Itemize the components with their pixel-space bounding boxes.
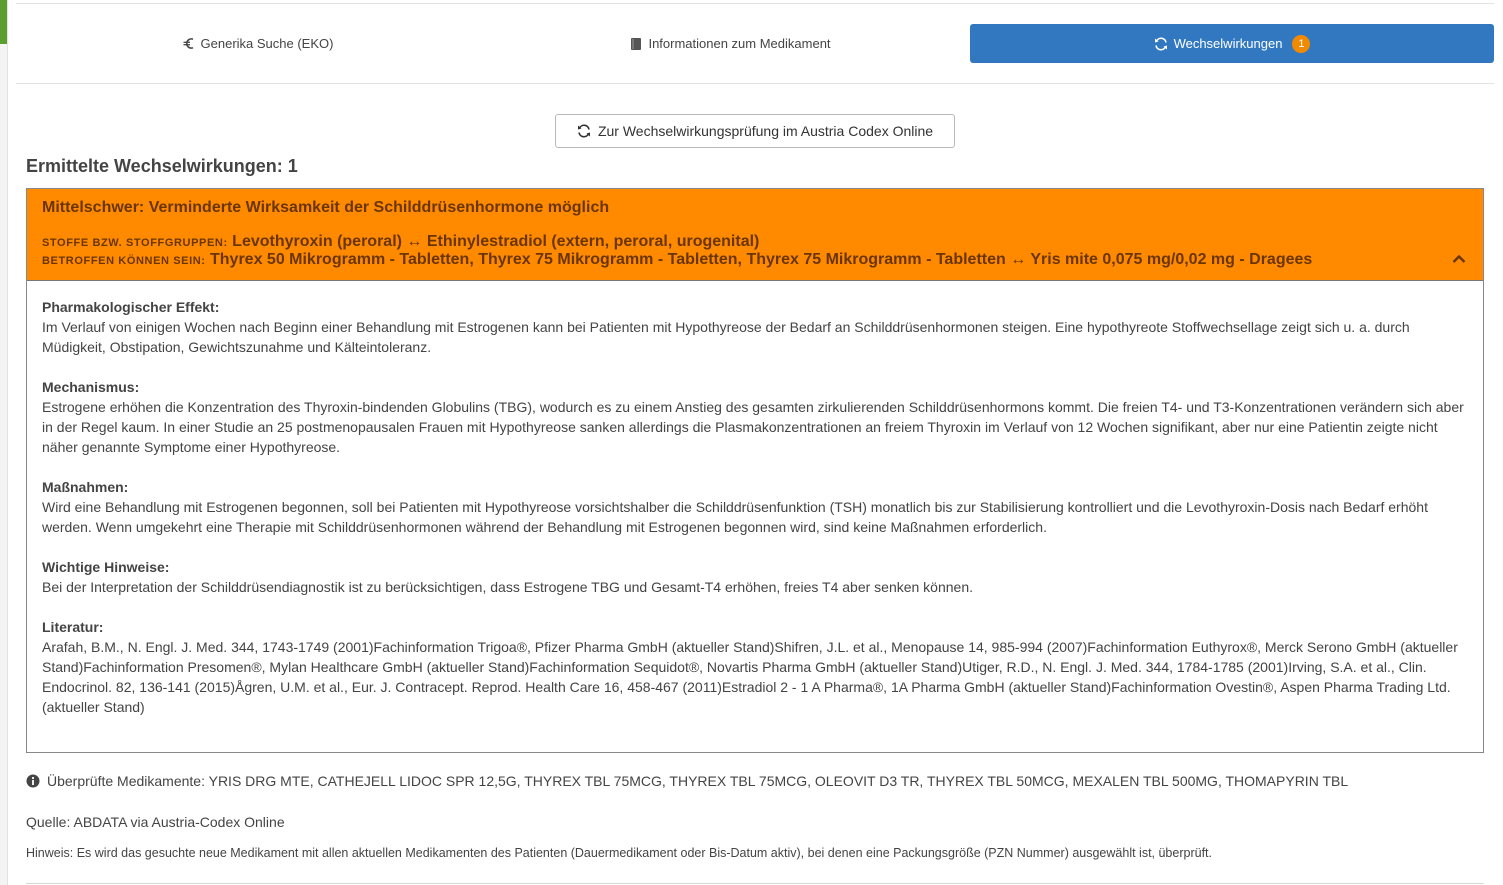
section-mechanism bbox=[42, 377, 1470, 457]
chevron-up-icon[interactable] bbox=[1451, 251, 1467, 267]
info-circle-icon bbox=[26, 774, 40, 788]
interaction-details bbox=[42, 297, 1470, 737]
substances-value: Levothyroxin (peroral) ↔ Ethinylestradiol (extern, peroral, urogenital) bbox=[232, 233, 760, 250]
interaction-panel bbox=[26, 188, 1484, 753]
affected-value: Thyrex 50 Mikrogramm - Tabletten, Thyrex 75 Mikrogramm - Tabletten, Thyrex 75 Mikrogramm - Tabletten ↔ Yris mite 0,075 mg/0,02 mg - Dragees bbox=[210, 251, 1313, 268]
tab-informationen[interactable] bbox=[508, 24, 953, 63]
interactions-heading: Ermittelte Wechselwirkungen: 1 bbox=[26, 156, 298, 176]
section-notes bbox=[42, 557, 1470, 597]
tab-generika-suche[interactable] bbox=[16, 24, 500, 63]
section-heading: Maßnahmen: bbox=[42, 479, 129, 495]
substances-line bbox=[42, 233, 759, 251]
interaction-count-badge: 1 bbox=[1292, 35, 1310, 53]
section-text: Bei der Interpretation der Schilddrüsendiagnostik ist zu berücksichtigen, dass Estrogene TBG und Gesamt-T4 erhöhen, freies T4 aber senken können. bbox=[42, 579, 974, 595]
section-heading: Mechanismus: bbox=[42, 379, 140, 395]
section-heading: Literatur: bbox=[42, 619, 104, 635]
substances-label: STOFFE BZW. STOFFGRUPPEN: bbox=[42, 237, 228, 249]
interaction-title: Mittelschwer: Verminderte Wirksamkeit der Schilddrüsenhormone möglich bbox=[42, 199, 610, 216]
book-icon bbox=[630, 37, 642, 51]
section-heading: Wichtige Hinweise: bbox=[42, 559, 170, 575]
source-note: Quelle: ABDATA via Austria-Codex Online bbox=[26, 814, 285, 830]
section-text: Estrogene erhöhen die Konzentration des Thyroxin-bindenden Globulins (TBG), wodurch es zu einem Anstieg des gesamten zirkulierenden Schilddrüsenhormons kommt. Die freien T4- und T3-Konzentrationen verändern sich aber in der Regel kaum. In einer Studie an 25 postmenopausalen Frauen mit Hypothyreose sanken allerdings die Plasmakonzentrationen an freiem Thyroxin im Verlauf von 12 Wochen signifikant, aber nur eine Patientin zeigte nicht näher genannte Symptome einer Hypothyreose. bbox=[42, 399, 1464, 455]
section-literature bbox=[42, 617, 1470, 717]
checked-medications bbox=[26, 773, 1348, 789]
bottom-divider bbox=[26, 883, 1484, 884]
tab-divider bbox=[16, 83, 1494, 84]
affected-line bbox=[42, 251, 1312, 269]
tab-label: Generika Suche (EKO) bbox=[200, 36, 334, 51]
sidebar-accent bbox=[0, 0, 7, 44]
refresh-icon bbox=[1154, 37, 1168, 51]
hint-note: Hinweis: Es wird das gesuchte neue Medikament mit allen aktuellen Medikamenten des Patienten (Dauermedikament oder Bis-Datum aktiv), bei denen eine Packungsgröße (PZN Nummer) ausgewählt ist, überprüft. bbox=[26, 846, 1212, 860]
tab-wechselwirkungen[interactable] bbox=[970, 24, 1494, 63]
checked-medications-text: Überprüfte Medikamente: YRIS DRG MTE, CATHEJELL LIDOC SPR 12,5G, THYREX TBL 75MCG, THYREX TBL 75MCG, OLEOVIT D3 TR, THYREX TBL 50MCG, MEXALEN TBL 500MG, THOMAPYRIN TBL bbox=[47, 773, 1349, 789]
section-text: Arafah, B.M., N. Engl. J. Med. 344, 1743-1749 (2001)Fachinformation Trigoa®, Pfizer Pharma GmbH (aktueller Stand)Shifren, J.L. et al., Menopause 14, 985-994 (2007)Fachinformation Euthyrox®, Merck Serono GmbH (aktueller Stand)Fachinformation Presomen®, Mylan Healthcare GmbH (aktueller Stand)Fachinformation Sequidot®, Novartis Pharma GmbH (aktueller Stand)Utiger, R.D., N. Engl. J. Med. 344, 1784-1785 (2001)Irving, S.A. et al., Clin. Endocrinol. 82, 136-141 (2015)Ågren, U.M. et al., Eur. J. Contracept. Reprod. Health Care 16, 458-467 (2011)Estradiol 2 - 1 A Pharma®, 1A Pharma GmbH (aktueller Stand)Fachinformation Ovestin®, Aspen Pharma Trading Ltd. (aktueller Stand) bbox=[42, 639, 1458, 715]
button-label: Zur Wechselwirkungsprüfung im Austria Codex Online bbox=[597, 123, 934, 139]
austria-codex-button[interactable] bbox=[555, 114, 955, 148]
section-text: Wird eine Behandlung mit Estrogenen begonnen, soll bei Patienten mit Hypothyreose vorsichtshalber die Schilddrüsenfunktion (TSH) monatlich bis zur Stabilisierung kontrolliert und die Levothyroxin-Dosis nach Bedarf erhöht werden. Wenn umgekehrt eine Therapie mit Schilddrüsenhormonen während der Behandlung mit Estrogenen begonnen wird, sind keine Maßnahmen erforderlich. bbox=[42, 499, 1428, 535]
tab-label: Wechselwirkungen bbox=[1173, 36, 1283, 51]
section-effect bbox=[42, 297, 1470, 357]
interaction-panel-header[interactable] bbox=[27, 189, 1483, 281]
affected-label: BETROFFEN KÖNNEN SEIN: bbox=[42, 255, 206, 267]
euro-icon bbox=[183, 37, 195, 50]
refresh-icon bbox=[577, 124, 591, 138]
left-sidebar-strip bbox=[0, 0, 8, 885]
section-text: Im Verlauf von einigen Wochen nach Beginn einer Behandlung mit Estrogenen kann bei Patienten mit Hypothyreose der Bedarf an Schilddrüsenhormonen steigen. Eine hypothyreote Stoffwechsellage zeigt sich u. a. durch Müdigkeit, Obstipation, Gewichtszunahme und Kälteintoleranz. bbox=[42, 319, 1410, 355]
top-divider bbox=[16, 3, 1494, 4]
section-measures bbox=[42, 477, 1470, 537]
tab-label: Informationen zum Medikament bbox=[648, 36, 831, 51]
tab-bar bbox=[16, 24, 1494, 63]
section-heading: Pharmakologischer Effekt: bbox=[42, 299, 220, 315]
